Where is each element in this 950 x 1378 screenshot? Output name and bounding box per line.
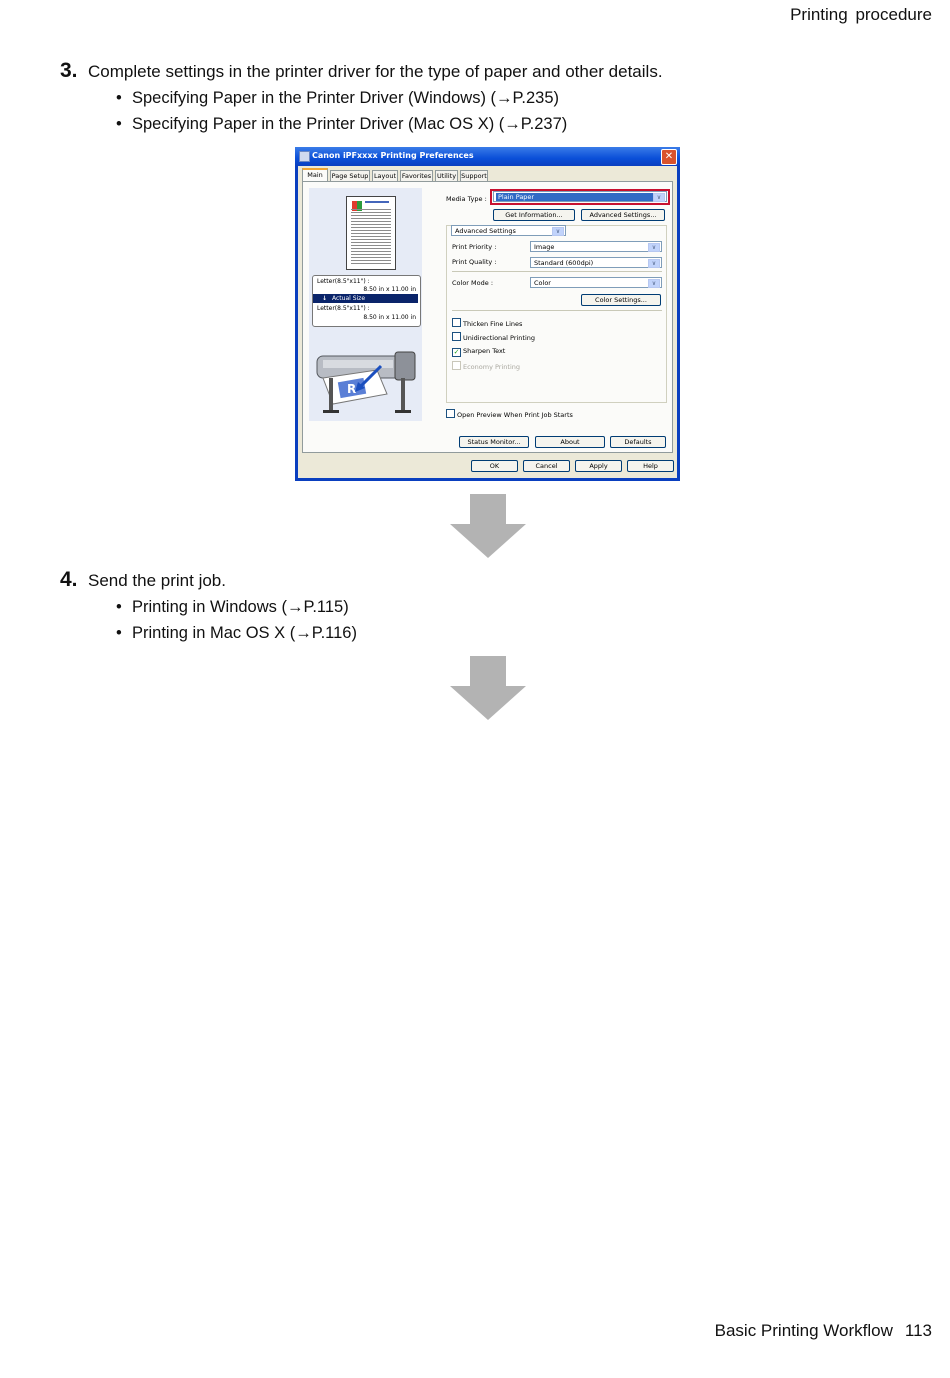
plotter-letter: R (347, 382, 357, 396)
sharpen-text-checkbox[interactable]: ✓ Sharpen Text (453, 347, 506, 356)
status-monitor-button[interactable]: Status Monitor... (459, 436, 529, 448)
dialog-body (298, 166, 677, 478)
about-button[interactable]: About (535, 436, 605, 448)
print-quality-label: Print Quality : (452, 258, 497, 266)
thicken-fine-lines-checkbox[interactable]: Thicken Fine Lines (452, 318, 522, 328)
dialog-title-bar (295, 147, 680, 166)
color-mode-select[interactable]: Color ∨ (530, 277, 662, 288)
tab-utility[interactable]: Utility (436, 172, 457, 180)
printing-preferences-dialog (295, 147, 680, 481)
flow-down-arrow-icon (450, 656, 526, 720)
step-text: Complete settings in the printer driver for the type of paper and other details. (88, 62, 663, 81)
link-text[interactable]: Specifying Paper in the Printer Driver (Windows) (→P.235) (132, 89, 560, 107)
bullet-item[interactable]: • Printing in Mac OS X (→P.116) (116, 624, 357, 642)
tab-layout[interactable]: Layout (373, 172, 397, 180)
media-type-label: Media Type : (446, 195, 487, 203)
step-number: 3. (60, 59, 78, 82)
dialog-title: Canon iPFxxxx Printing Preferences (312, 151, 474, 160)
step-number: 4. (60, 568, 78, 591)
cancel-button[interactable]: Cancel (523, 460, 570, 472)
color-mode-label: Color Mode : (452, 279, 494, 287)
close-icon[interactable]: ✕ (661, 149, 677, 165)
link-text[interactable]: Printing in Mac OS X (→P.116) (132, 624, 357, 642)
section-title: Basic Printing Workflow (714, 1321, 893, 1340)
link-text[interactable]: Specifying Paper in the Printer Driver (Mac OS X) (→P.237) (132, 115, 568, 133)
economy-printing-checkbox: Economy Printing (452, 361, 520, 371)
page-footer (715, 1321, 932, 1341)
settings-mode-select[interactable]: Advanced Settings ∨ (451, 225, 566, 236)
page-number: 113 (904, 1321, 932, 1340)
flow-down-arrow-icon (450, 494, 526, 558)
unidirectional-printing-checkbox[interactable]: Unidirectional Printing (452, 332, 535, 342)
print-priority-label: Print Priority : (452, 243, 497, 251)
bullet-item[interactable]: • Specifying Paper in the Printer Driver (Windows) (→P.235) (116, 89, 560, 107)
link-text[interactable]: Printing in Windows (→P.115) (132, 598, 349, 616)
print-quality-select[interactable]: Standard (600dpi) ∨ (530, 257, 662, 268)
chevron-down-icon: ∨ (648, 259, 660, 268)
actual-size-row: ↓ Actual Size (313, 294, 418, 303)
chevron-down-icon: ∨ (653, 193, 665, 202)
print-preview-area (309, 188, 422, 421)
tab-page-setup[interactable]: Page Setup (331, 172, 369, 180)
bullet-item[interactable]: • Specifying Paper in the Printer Driver (Mac OS X) (→P.237) (116, 115, 568, 133)
advanced-settings-button[interactable]: Advanced Settings... (581, 209, 665, 221)
step-3 (60, 59, 663, 83)
page-preview (346, 196, 396, 270)
printer-icon (299, 151, 310, 162)
get-information-button[interactable]: Get Information... (493, 209, 575, 221)
step-4 (60, 568, 226, 592)
print-priority-select[interactable]: Image ∨ (530, 241, 662, 252)
main-tab-panel (302, 181, 673, 453)
running-header: Printing procedure (790, 5, 932, 24)
bullet-item[interactable]: • Printing in Windows (→P.115) (116, 598, 349, 616)
check-icon[interactable]: ✓ (453, 348, 460, 356)
defaults-button[interactable]: Defaults (610, 436, 666, 448)
step-text: Send the print job. (88, 571, 226, 590)
media-type-select[interactable]: Plain Paper ∨ (493, 191, 667, 202)
chevron-down-icon: ∨ (648, 279, 660, 288)
apply-button[interactable]: Apply (575, 460, 622, 472)
tab-main[interactable]: Main (302, 168, 328, 182)
tab-support[interactable]: Support (461, 172, 487, 180)
down-arrow-icon: ↓ (322, 295, 328, 302)
plotter-illustration (315, 336, 419, 418)
paper-size-box: Letter(8.5"x11") : 8.50 in x 11.00 in ↓ Actual Size Letter(8.5"x11") : 8.50 in x 11.00 in (312, 275, 421, 327)
chevron-down-icon: ∨ (648, 243, 660, 252)
tab-favorites[interactable]: Favorites (401, 172, 432, 180)
chevron-down-icon: ∨ (552, 227, 564, 236)
help-button[interactable]: Help (627, 460, 674, 472)
open-preview-checkbox[interactable]: Open Preview When Print Job Starts (446, 409, 573, 419)
ok-button[interactable]: OK (471, 460, 518, 472)
color-settings-button[interactable]: Color Settings... (581, 294, 661, 306)
